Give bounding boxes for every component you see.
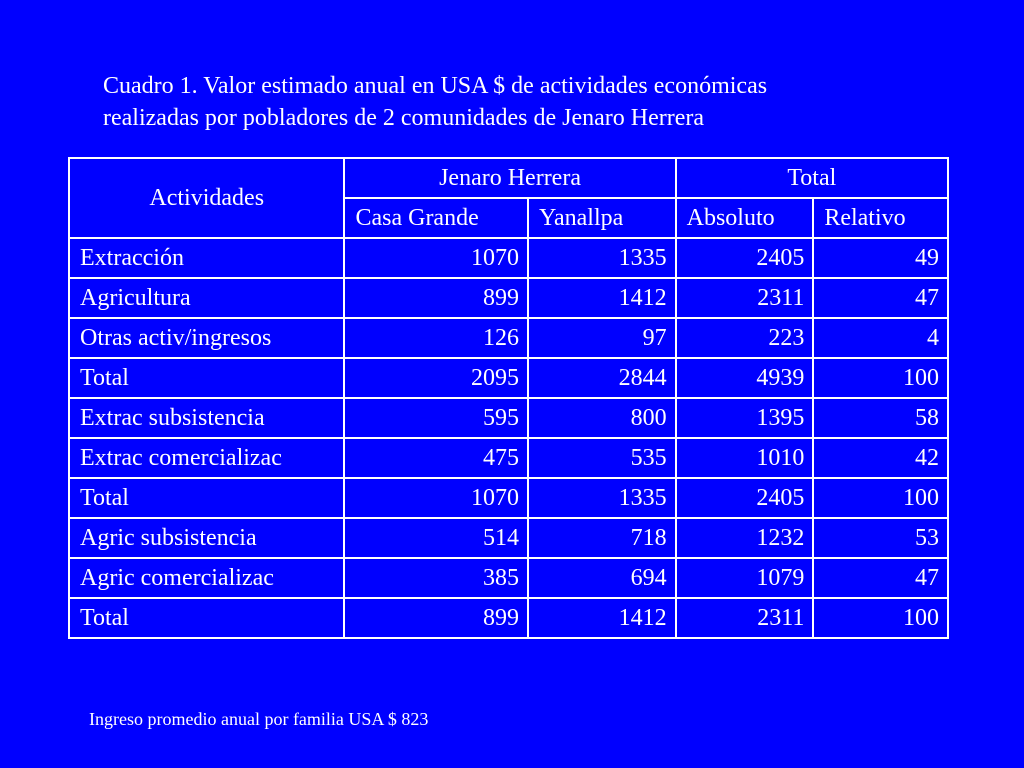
header-casa-grande: Casa Grande bbox=[344, 198, 528, 238]
value-cell: 97 bbox=[528, 318, 676, 358]
table-row bbox=[69, 278, 948, 318]
value-cell: 58 bbox=[813, 398, 948, 438]
title-line-1: Cuadro 1. Valor estimado anual en USA $ de actividades económicas bbox=[103, 73, 768, 99]
value-cell: 53 bbox=[813, 518, 948, 558]
value-cell: 385 bbox=[344, 558, 528, 598]
value-cell: 47 bbox=[813, 278, 948, 318]
value-cell: 42 bbox=[813, 438, 948, 478]
value-cell: 800 bbox=[528, 398, 676, 438]
row-label-cell: Total bbox=[69, 478, 344, 518]
table-row bbox=[69, 558, 948, 598]
row-label-cell: Extrac comercializac bbox=[69, 438, 344, 478]
value-cell: 4939 bbox=[676, 358, 814, 398]
row-label-cell: Otras activ/ingresos bbox=[69, 318, 344, 358]
value-cell: 47 bbox=[813, 558, 948, 598]
value-cell: 1335 bbox=[528, 238, 676, 278]
value-cell: 475 bbox=[344, 438, 528, 478]
table-row bbox=[69, 438, 948, 478]
value-cell: 49 bbox=[813, 238, 948, 278]
value-cell: 1395 bbox=[676, 398, 814, 438]
value-cell: 694 bbox=[528, 558, 676, 598]
value-cell: 535 bbox=[528, 438, 676, 478]
value-cell: 718 bbox=[528, 518, 676, 558]
value-cell: 4 bbox=[813, 318, 948, 358]
value-cell: 2095 bbox=[344, 358, 528, 398]
value-cell: 899 bbox=[344, 598, 528, 638]
row-label-cell: Agric subsistencia bbox=[69, 518, 344, 558]
header-actividades: Actividades bbox=[69, 158, 344, 238]
value-cell: 1070 bbox=[344, 478, 528, 518]
row-label-cell: Agric comercializac bbox=[69, 558, 344, 598]
header-row-groups bbox=[69, 158, 948, 198]
header-absoluto: Absoluto bbox=[676, 198, 814, 238]
row-label-cell: Extracción bbox=[69, 238, 344, 278]
value-cell: 2405 bbox=[676, 478, 814, 518]
value-cell: 2405 bbox=[676, 238, 814, 278]
value-cell: 2844 bbox=[528, 358, 676, 398]
data-table bbox=[68, 157, 949, 639]
value-cell: 126 bbox=[344, 318, 528, 358]
value-cell: 899 bbox=[344, 278, 528, 318]
row-label-cell: Total bbox=[69, 598, 344, 638]
value-cell: 223 bbox=[676, 318, 814, 358]
footnote: Ingreso promedio anual por familia USA $ 823 bbox=[89, 709, 429, 729]
value-cell: 1079 bbox=[676, 558, 814, 598]
value-cell: 1232 bbox=[676, 518, 814, 558]
value-cell: 1070 bbox=[344, 238, 528, 278]
table-row bbox=[69, 238, 948, 278]
value-cell: 100 bbox=[813, 478, 948, 518]
value-cell: 100 bbox=[813, 598, 948, 638]
title-line-2: realizadas por pobladores de 2 comunidades de Jenaro Herrera bbox=[103, 105, 705, 131]
value-cell: 1010 bbox=[676, 438, 814, 478]
row-label-cell: Total bbox=[69, 358, 344, 398]
table-row bbox=[69, 478, 948, 518]
value-cell: 2311 bbox=[676, 278, 814, 318]
slide-title bbox=[103, 70, 983, 134]
header-jenaro-herrera: Jenaro Herrera bbox=[344, 158, 675, 198]
value-cell: 1335 bbox=[528, 478, 676, 518]
row-label-cell: Agricultura bbox=[69, 278, 344, 318]
value-cell: 2311 bbox=[676, 598, 814, 638]
header-yanallpa: Yanallpa bbox=[528, 198, 676, 238]
table-body bbox=[69, 238, 948, 638]
value-cell: 1412 bbox=[528, 278, 676, 318]
value-cell: 595 bbox=[344, 398, 528, 438]
table-row bbox=[69, 518, 948, 558]
row-label-cell: Extrac subsistencia bbox=[69, 398, 344, 438]
header-relativo: Relativo bbox=[813, 198, 948, 238]
value-cell: 100 bbox=[813, 358, 948, 398]
table-row bbox=[69, 358, 948, 398]
table-row bbox=[69, 318, 948, 358]
value-cell: 514 bbox=[344, 518, 528, 558]
table-row bbox=[69, 398, 948, 438]
header-total: Total bbox=[676, 158, 948, 198]
value-cell: 1412 bbox=[528, 598, 676, 638]
table-row bbox=[69, 598, 948, 638]
